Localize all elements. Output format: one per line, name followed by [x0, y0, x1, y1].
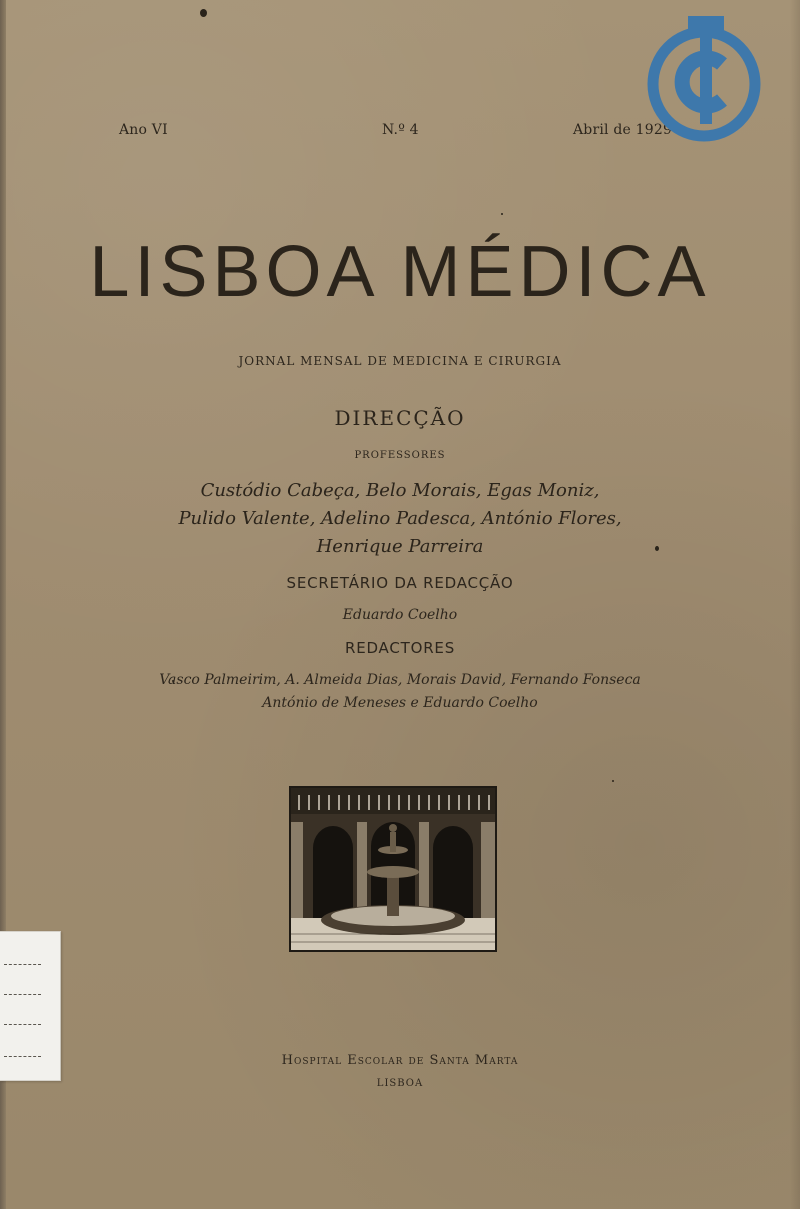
direction-names-line-3: Henrique Parreira: [316, 536, 484, 557]
cover-right-edge: [790, 0, 800, 1209]
publisher-name: Hospital Escolar de Santa Marta: [281, 1053, 519, 1068]
issue-number: N.º 4: [382, 122, 419, 138]
library-stamp: [646, 14, 764, 146]
editors-names-line-2: António de Meneses e Eduardo Coelho: [262, 695, 538, 711]
ink-speck: [200, 9, 207, 17]
issue-year: Ano VI: [119, 122, 168, 138]
publisher-city: LISBOA: [376, 1078, 424, 1089]
courtyard-engraving: [289, 786, 497, 952]
ink-speck: [501, 213, 503, 215]
professors-heading: PROFESSORES: [354, 450, 446, 461]
issue-date: Abril de 1929: [573, 122, 673, 138]
stamp-monogram-icon: [646, 14, 764, 146]
sticker-line: [4, 1056, 41, 1057]
sticker-line: [4, 994, 41, 995]
sticker-line: [4, 964, 41, 965]
journal-subtitle: JORNAL MENSAL DE MEDICINA E CIRURGIA: [238, 354, 562, 368]
library-label-sticker: [0, 931, 61, 1081]
editors-names-line-1: Vasco Palmeirim, A. Almeida Dias, Morais David, Fernando Fonseca: [159, 672, 641, 688]
ink-speck: [612, 780, 614, 782]
secretary-name: Eduardo Coelho: [342, 607, 458, 623]
direction-heading: DIRECÇÃO: [334, 406, 466, 430]
direction-names-line-1: Custódio Cabeça, Belo Morais, Egas Moniz,: [200, 480, 600, 501]
direction-names-line-2: Pulido Valente, Adelino Padesca, António Flores,: [178, 508, 622, 529]
sticker-line: [4, 1024, 41, 1025]
secretary-heading: SECRETÁRIO DA REDACÇÃO: [286, 574, 514, 592]
editors-heading: REDACTORES: [344, 639, 456, 657]
courtyard-fountain-icon: [291, 788, 495, 950]
journal-title: LISBOA MÉDICA: [89, 232, 711, 312]
